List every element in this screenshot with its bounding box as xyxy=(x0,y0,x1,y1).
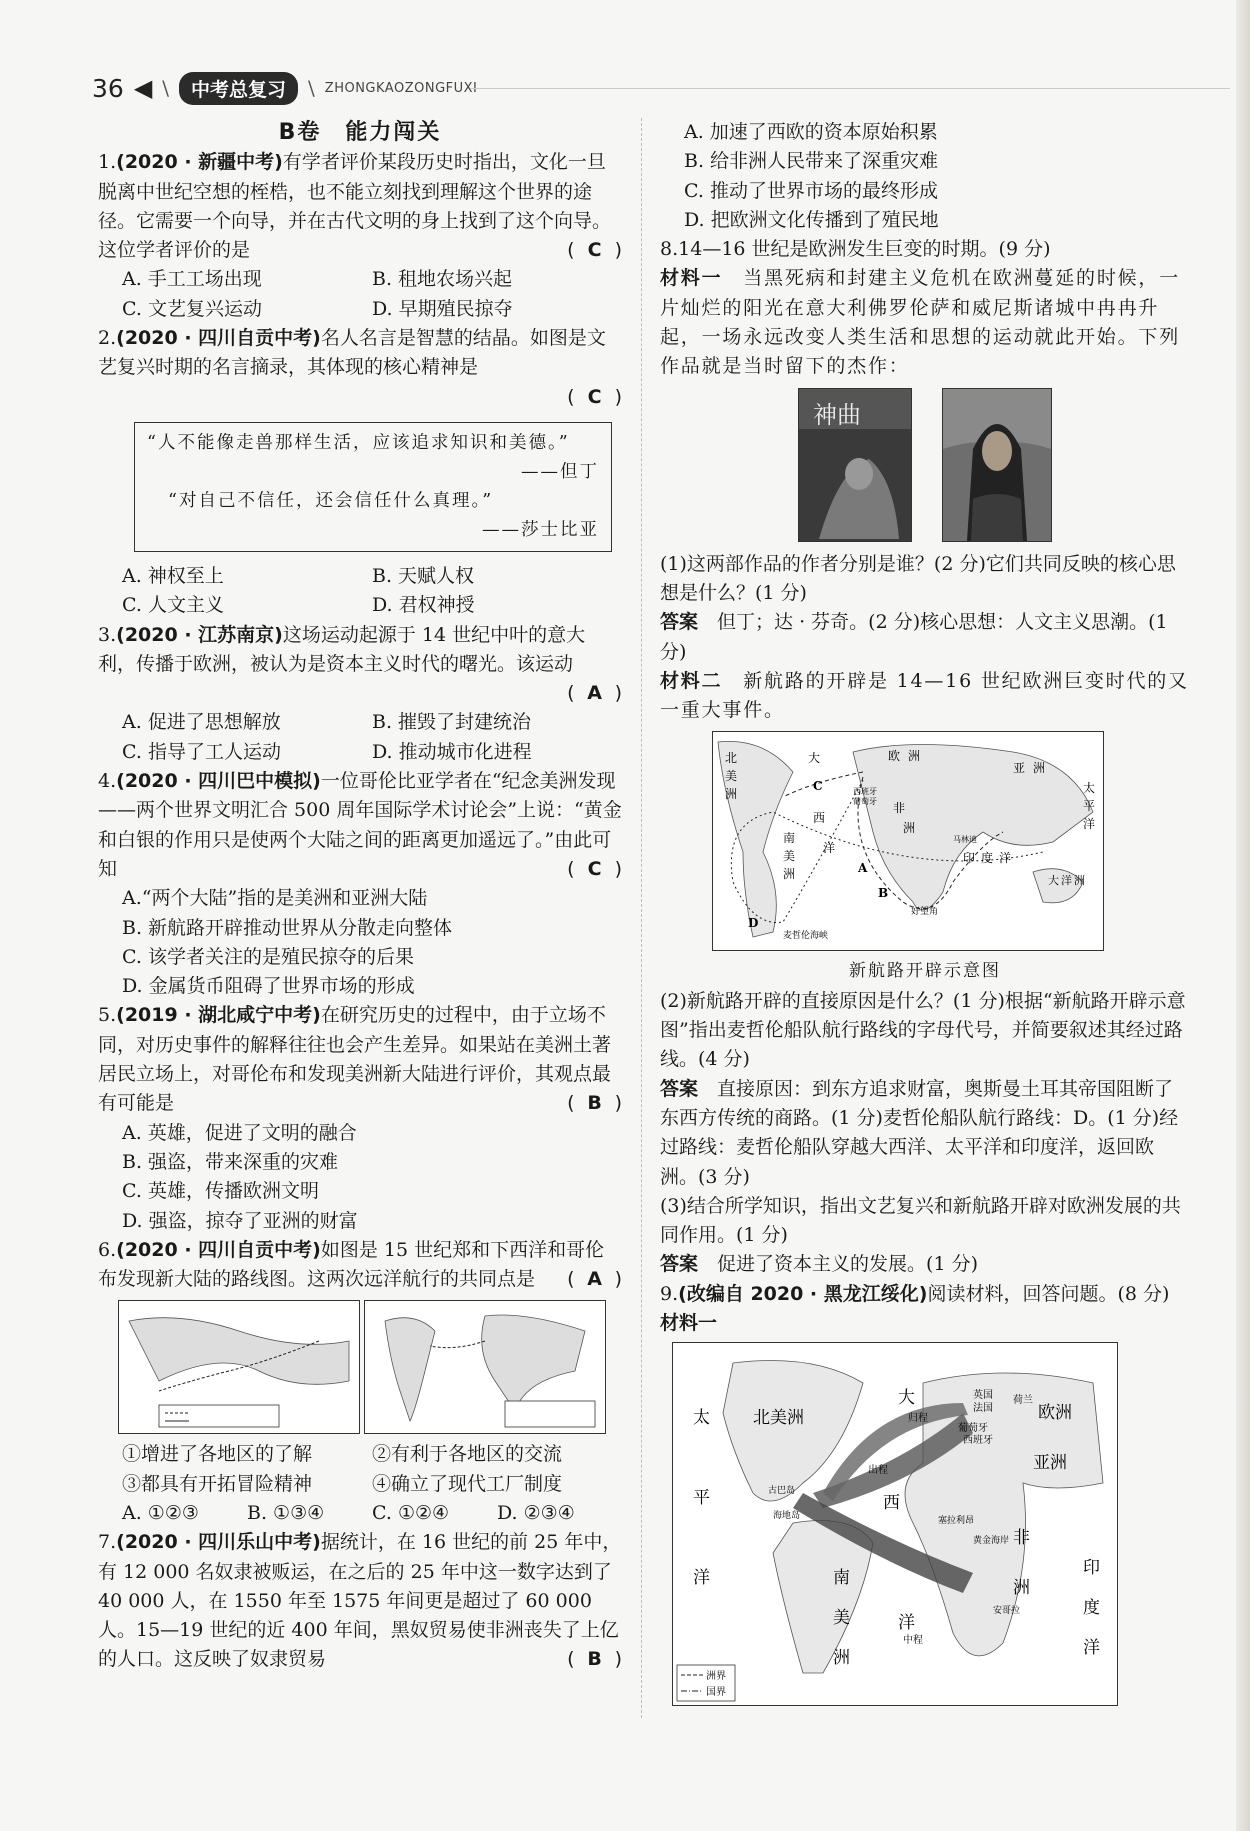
options: A. ①②③ B. ①③④ C. ①②④ D. ②③④ xyxy=(122,1501,575,1524)
svg-text:归程: 归程 xyxy=(908,1413,928,1425)
svg-text:洋: 洋 xyxy=(1083,1638,1100,1659)
svg-text:欧洲: 欧洲 xyxy=(1038,1403,1072,1424)
left-arrow-icon: ◀ xyxy=(133,74,153,102)
svg-text:洲: 洲 xyxy=(1033,761,1046,776)
answer-mark: ( C ) xyxy=(567,857,622,880)
svg-text:北美洲: 北美洲 xyxy=(753,1408,804,1429)
svg-text:南: 南 xyxy=(833,1568,850,1589)
svg-text:欧: 欧 xyxy=(888,749,901,764)
svg-text:平: 平 xyxy=(693,1488,710,1509)
voyage-maps xyxy=(98,1300,622,1434)
svg-text:南: 南 xyxy=(783,831,796,846)
svg-text:美: 美 xyxy=(833,1608,850,1629)
new-routes-map xyxy=(712,731,1104,951)
svg-text:非: 非 xyxy=(1013,1528,1030,1549)
svg-text:美: 美 xyxy=(725,769,738,784)
svg-text:太: 太 xyxy=(1083,781,1096,796)
question-8: 8.14—16 世纪是欧洲发生巨变的时期。(9 分) 材料一 当黑死病和封建主义危机在欧洲蔓延的时候，一片灿烂的阳光在意大利佛罗伦萨和威尼斯诸城中冉冉升起，一场永远改变人类生活和思想的运动就此开始。下列作品就是当时留下的杰作： 神曲 (1)这两部作品的作者分别是谁？(2 分)它们共同反映的核心思想是什么？(1 分) 答案 但丁；达 · 芬奇。(2 分)核心思想：人文主义思潮。(1 分) 材料二 新航路的开辟是 14—16 世纪欧洲巨变时代的又一重大事件。 北 美 洲 大 西 洋 欧 洲 亚 洲 非 洲 南 美 洲 太 平 洋 印 度 洋 大 洋 洲 西班牙 葡萄牙 好望角 麦哲伦海峡 马林迪 C A B D 新航路开辟示意图 (2)新航路开辟的直接原因是什么？(1 分)根据“新航路开辟示意图”指出麦哲伦船队航行路线的字母代号，并简要叙述其经过路线。(4 分) 答案 直接原因：到东方追求财富，奥斯曼土耳其帝国阻断了东西方传统的商路。(1 分)麦哲伦船队航行路线：D。(1 分)经过路线：麦哲伦船队穿越大西洋、太平洋和印度洋，返回欧洲。(3 分) (3)结合所学知识，指出文艺复兴和新航路开辟对欧洲发展的共同作用。(1 分) 答案 促进了资本主义的发展。(1 分) xyxy=(660,238,1189,1276)
answer-mark: ( C ) xyxy=(567,385,622,408)
svg-text:美: 美 xyxy=(783,849,796,864)
svg-text:法国: 法国 xyxy=(973,1403,993,1415)
svg-text:葡萄牙: 葡萄牙 xyxy=(853,797,877,807)
svg-text:洋: 洋 xyxy=(823,841,836,856)
svg-text:西: 西 xyxy=(883,1493,900,1514)
svg-text:亚洲: 亚洲 xyxy=(1033,1453,1067,1474)
svg-text:洲界: 洲界 xyxy=(706,1671,726,1683)
answer-mark: ( C ) xyxy=(567,239,622,262)
options: A. 神权至上 B. 天赋人权 C. 人文主义 D. 君权神授 xyxy=(122,564,475,617)
svg-text:洲: 洲 xyxy=(833,1648,850,1669)
svg-text:洋: 洋 xyxy=(1061,874,1072,888)
svg-text:古巴岛: 古巴岛 xyxy=(768,1486,796,1497)
svg-text:葡萄牙: 葡萄牙 xyxy=(958,1423,988,1435)
question-6: 6.(2020 · 四川自贡中考)如图是 15 世纪郑和下西洋和哥伦布发现新大陆的路线图。这两次远洋航行的共同点是 ( A ) ①增进了各地区的了解 ②有利于各地区的交流 ③都具有开拓冒险精神 ④确立了现代工厂制度 A. ①②③ B. ①③④ C. ①②④ D. ②③④ xyxy=(98,1236,622,1528)
svg-text:大: 大 xyxy=(1048,874,1059,888)
svg-text:度: 度 xyxy=(981,851,994,866)
right-column: A. 加速了西欧的资本原始积累 B. 给非洲人民带来了深重灾难 C. 推动了世界市场的最终形成 D. 把欧洲文化传播到了殖民地 8.14—16 世纪是欧洲发生巨变的时期。(9 分) 材料一 当黑死病和封建主义危机在欧洲蔓延的时候，一片灿烂的阳光在意大利佛罗伦萨和威尼斯诸城中冉冉升起，一场永远改变人类生活和思想的运动就此开始。下列作品就是当时留下的杰作： 神曲 (1)这两部作品的作者分别是谁？(2 分)它们共同反映的核心思想是什么？(1 分) 答案 但丁；达 · 芬奇。(2 分)核心思想：人文主义思潮。(1 分) 材料二 新航路的开辟是 14—16 世纪欧洲巨变时代的又一重大事件。 北 美 洲 大 西 洋 欧 洲 亚 洲 非 洲 南 美 洲 太 平 洋 印 度 洋 大 洋 洲 西班牙 葡萄牙 好望角 麦哲伦海峡 马林迪 C A B D 新航路开辟示意图 (2)新航路开辟的直接原因是什么？(1 分)根据“新航路开辟示意图”指出麦哲伦船队航行路线的字母代号，并简要叙述其经过路线。(4 分) 答案 直接原因：到东方追求财富，奥斯曼土耳其帝国阻断了东西方传统的商路。(1 分)麦哲伦船队航行路线：D。(1 分)经过路线：麦哲伦船队穿越大西洋、太平洋和印度洋，返回欧洲。(3 分) (3)结合所学知识，指出文艺复兴和新航路开辟对欧洲发展的共同作用。(1 分) 答案 促进了资本主义的发展。(1 分) 9.(改编自 2020 · 黑龙江绥化)阅读材料，回答问题。(8 分) 材料一 太 平 洋 北美洲 大 西 洋 南 美 洲 非 洲 欧洲 亚洲 印 度 洋 英国 法国 荷兰 西班牙 葡萄牙 归程 出程 中程 古巴岛 海地岛 塞拉利昂 黄金海岸 安哥拉 洲界 国界 xyxy=(660,118,1190,1706)
svg-text:好望角: 好望角 xyxy=(911,907,939,918)
svg-text:洲: 洲 xyxy=(908,749,921,764)
svg-text:非: 非 xyxy=(893,801,906,816)
answer-mark: ( A ) xyxy=(567,1268,622,1291)
svg-text:印: 印 xyxy=(1083,1558,1100,1579)
page-header xyxy=(92,68,477,108)
slave-trade-map xyxy=(672,1342,1118,1706)
svg-text:中程: 中程 xyxy=(903,1635,923,1647)
svg-text:塞拉利昂: 塞拉利昂 xyxy=(938,1516,975,1527)
svg-text:出程: 出程 xyxy=(868,1465,888,1477)
options: A. 促进了思想解放 B. 摧毁了封建统治 C. 指导了工人运动 D. 推动城市化进程 xyxy=(122,711,532,763)
options: A. 手工工场出现 B. 租地农场兴起 C. 文艺复兴运动 D. 早期殖民掠夺 xyxy=(122,268,513,320)
svg-text:洲: 洲 xyxy=(783,867,796,882)
header-rule xyxy=(470,88,1230,89)
material-1: 材料一 当黑死病和封建主义危机在欧洲蔓延的时候，一片灿烂的阳光在意大利佛罗伦萨和威尼斯诸城中冉冉升起，一场永远改变人类生活和思想的运动就此开始。下列作品就是当时留下的杰作： xyxy=(660,267,1181,378)
svg-text:洲: 洲 xyxy=(1013,1578,1030,1599)
svg-text:西班牙: 西班牙 xyxy=(853,787,877,797)
svg-text:D: D xyxy=(748,916,759,931)
svg-text:荷兰: 荷兰 xyxy=(1013,1395,1033,1407)
svg-text:平: 平 xyxy=(1083,799,1096,814)
answer-mark: ( A ) xyxy=(567,682,622,705)
svg-text:洋: 洋 xyxy=(1083,817,1096,832)
svg-text:C: C xyxy=(813,779,823,794)
book-pinyin: ZHONGKAOZONGFUXI xyxy=(324,80,478,96)
svg-text:A: A xyxy=(858,861,868,876)
question-7: 7.(2020 · 四川乐山中考)据统计，在 16 世纪的前 25 年中，有 12 000 名奴隶被贩运，在之后的 25 年中这一数字达到了 40 000 人，在 1550 年至 1575 年间更是超过了 60 000 人。15—19 世纪的近 400 年间，黑奴贸易使非洲丧失了上亿的人口。这反映了奴隶贸易 ( B ) xyxy=(98,1528,622,1674)
svg-text:B: B xyxy=(878,886,889,901)
page-number: 36 xyxy=(92,73,124,103)
svg-text:马林迪: 马林迪 xyxy=(953,835,977,845)
svg-text:洲: 洲 xyxy=(903,821,916,836)
left-column xyxy=(98,118,622,1675)
answer-mark: ( B ) xyxy=(567,1092,622,1115)
question-5: 5.(2019 · 湖北咸宁中考)在研究历史的过程中，由于立场不同，对历史事件的解释往往也会产生差异。如果站在美洲土著居民立场上，对哥伦布和发现美洲新大陆进行评价，其观点最有可能是 ( B ) A. 英雄，促进了文明的融合 B. 强盗，带来深重的灾难 C. 英雄，传播欧洲文明 D. 强盗，掠夺了亚洲的财富 xyxy=(98,1004,622,1232)
svg-text:太: 太 xyxy=(693,1408,710,1429)
mona-lisa-image xyxy=(942,388,1052,542)
section-title: B卷 能力闯关 xyxy=(278,120,442,145)
svg-text:海地岛: 海地岛 xyxy=(773,1511,801,1522)
svg-text:洋: 洋 xyxy=(693,1568,710,1589)
svg-text:度: 度 xyxy=(1083,1598,1100,1619)
svg-text:洲: 洲 xyxy=(1074,874,1085,888)
svg-text:洋: 洋 xyxy=(999,851,1012,866)
svg-text:英国: 英国 xyxy=(973,1390,993,1402)
svg-text:安哥拉: 安哥拉 xyxy=(993,1606,1021,1617)
svg-text:印: 印 xyxy=(963,851,976,866)
svg-text:北: 北 xyxy=(725,751,738,766)
svg-text:国界: 国界 xyxy=(706,1687,726,1699)
columbus-map xyxy=(364,1300,606,1434)
divine-comedy-image xyxy=(798,388,912,542)
quote-box: “人不能像走兽那样生活，应该追求知识和美德。” ——但丁 “对自己不信任，还会信任什么真理。” ——莎士比亚 xyxy=(134,422,612,552)
question-4: 4.(2020 · 四川巴中模拟)一位哥伦比亚学者在“纪念美洲发现——两个世界文明汇合 500 周年国际学术讨论会”上说：“黄金和白银的作用只是使两个大陆之间的距离更加遥远了。”由此可知 ( C ) A.“两个大陆”指的是美洲和亚洲大陆 B. 新航路开辟推动世界从分散走向整体 C. 该学者关注的是殖民掠夺的后果 D. 金属货币阻碍了世界市场的形成 xyxy=(98,770,622,998)
question-9: 9.(改编自 2020 · 黑龙江绥化)阅读材料，回答问题。(8 分) 材料一 太 平 洋 北美洲 大 西 洋 南 美 洲 非 洲 欧洲 亚洲 印 度 洋 英国 法国 荷兰 西班牙 葡萄牙 归程 出程 中程 古巴岛 海地岛 塞拉利昂 黄金海岸 安哥拉 洲界 国界 xyxy=(660,1280,1190,1707)
slash-divider-2: \ xyxy=(308,76,315,100)
artwork-images xyxy=(660,388,1190,542)
svg-text:洲: 洲 xyxy=(725,787,738,802)
svg-text:麦哲伦海峡: 麦哲伦海峡 xyxy=(783,931,829,942)
material-2: 材料二 新航路的开辟是 14—16 世纪欧洲巨变时代的又一重大事件。 xyxy=(660,669,1189,722)
svg-text:亚: 亚 xyxy=(1013,761,1026,776)
svg-text:神曲: 神曲 xyxy=(813,400,861,429)
svg-text:洋: 洋 xyxy=(898,1613,915,1634)
question-1: 1.(2020 · 新疆中考)有学者评价某段历史时指出，文化一旦脱离中世纪空想的桎梏，也不能立刻找到理解这个世界的途径。它需要一个向导，并在古代文明的身上找到了这个向导。这位学者评价的是 ( C ) A. 手工工场出现 B. 租地农场兴起 C. 文艺复兴运动 D. 早期殖民掠夺 xyxy=(98,148,622,324)
svg-text:西: 西 xyxy=(813,811,826,826)
answer-mark: ( B ) xyxy=(567,1648,622,1671)
page-fold-shadow xyxy=(1236,0,1250,1831)
question-3: 3.(2020 · 江苏南京)这场运动起源于 14 世纪中叶的意大利，传播于欧洲，被认为是资本主义时代的曙光。该运动 ( A ) A. 促进了思想解放 B. 摧毁了封建统治 C. 指导了工人运动 D. 推动城市化进程 xyxy=(98,621,622,767)
map-caption: 新航路开辟示意图 xyxy=(849,961,1001,982)
svg-text:黄金海岸: 黄金海岸 xyxy=(973,1536,1010,1547)
svg-text:大: 大 xyxy=(808,751,821,766)
question-text: 有学者评价某段历史时指出，文化一旦脱离中世纪空想的桎梏，也不能立刻找到理解这个世界的途径。它需要一个向导，并在古代文明的身上找到了这个向导。这位学者评价的是 xyxy=(98,151,612,262)
book-badge: 中考总复习 xyxy=(179,72,298,105)
zhenghe-map xyxy=(118,1300,360,1434)
column-divider xyxy=(641,118,642,1718)
slash-divider: \ xyxy=(162,76,170,100)
question-2: 2.(2020 · 四川自贡中考)名人名言是智慧的结晶。如图是文艺复兴时期的名言摘录，其体现的核心精神是 ( C ) “人不能像走兽那样生活，应该追求知识和美德。” ——但丁 “对自己不信任，还会信任什么真理。” ——莎士比亚 A. 神权至上 B. 天赋人权 C. 人文主义 D. 君权神授 xyxy=(98,324,622,620)
statement-items: ①增进了各地区的了解 ②有利于各地区的交流 ③都具有开拓冒险精神 ④确立了现代工厂制度 xyxy=(122,1443,563,1495)
svg-text:大: 大 xyxy=(898,1388,915,1409)
svg-text:西班牙: 西班牙 xyxy=(963,1435,993,1447)
